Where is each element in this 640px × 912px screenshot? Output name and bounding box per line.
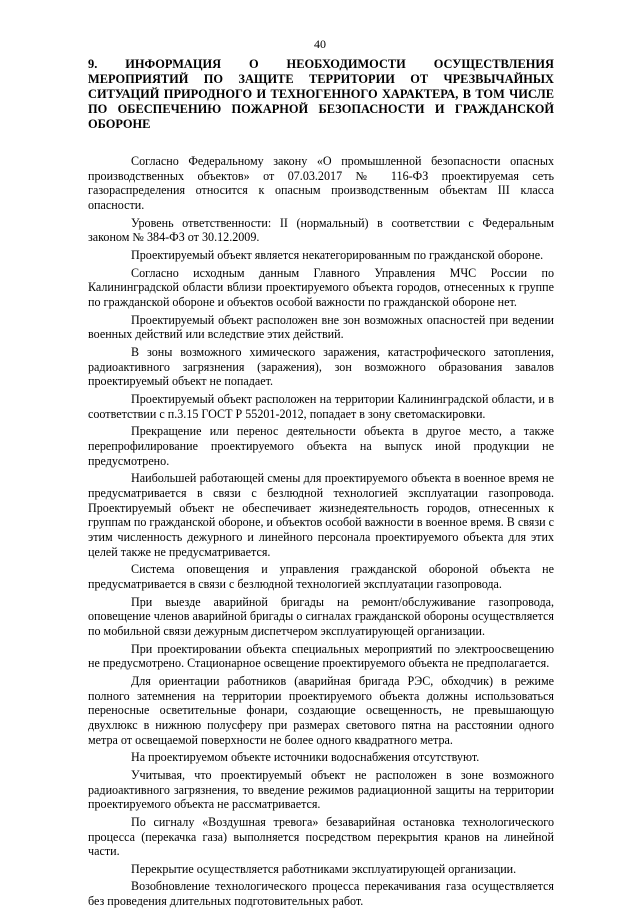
paragraph: В зоны возможного химического заражения, катастрофического затопления, радиоактивного загрязнения (заражения), зон возможного образования завалов проектируемый объект не попадает. — [88, 344, 554, 389]
paragraph: Для ориентации работников (аварийная бригада РЭС, обходчик) в режиме полного затемнения на территории проектируемого объекта должны использоваться переносные осветительные фонари, создающие освещенность, не превышающую двухлюкс в нижнюю полусферу при размерах светового пятна на расстоянии одного метра от освещаемой поверхности не более одного квадратного метра. — [88, 673, 554, 747]
section-heading: 9. ИНФОРМАЦИЯ О НЕОБХОДИМОСТИ ОСУЩЕСТВЛЕНИЯ МЕРОПРИЯТИЙ ПО ЗАЩИТЕ ТЕРРИТОРИИ ОТ ЧРЕЗВЫЧАЙНЫХ СИТУАЦИЙ ПРИРОДНОГО И ТЕХНОГЕННОГО ХАРАКТЕРА, В ТОМ ЧИСЛЕ ПО ОБЕСПЕЧЕНИЮ ПОЖАРНОЙ БЕЗОПАСНОСТИ И ГРАЖДАНСКОЙ ОБОРОНЕ — [88, 57, 554, 131]
paragraph: Согласно исходным данным Главного Управления МЧС России по Калининградской области вблизи проектируемого объекта городов, отнесенных к группе по гражданской обороне и объектов особой важности по гражданской обороне нет. — [88, 265, 554, 309]
paragraph: Перекрытие осуществляется работниками эксплуатирующей организации. — [131, 861, 517, 876]
paragraph: Возобновление технологического процесса перекачивания газа осуществляется без проведения длительных подготовительных работ. — [88, 879, 554, 909]
paragraph: При проектировании объекта специальных мероприятий по электроосвещению не предусмотрено. Стационарное освещение проектируемого объекта не предполагается. — [88, 641, 554, 671]
paragraph: Проектируемый объект расположен на территории Калининградской области, и в соответствии с п.3.15 ГОСТ Р 55201-2012, попадает в зону светомаскировки. — [88, 391, 554, 421]
paragraph: Согласно Федеральному закону «О промышленной безопасности опасных производственных объектов» от 07.03.2017 № 116-ФЗ проектируемая сеть газораспределения относится к опасным производственным объектам III класса опасности. — [88, 154, 554, 213]
paragraph: Система оповещения и управления гражданской обороной объекта не предусматривается в связи с безлюдной технологией эксплуатации газопровода. — [88, 562, 554, 591]
paragraph: По сигналу «Воздушная тревога» безаварийная остановка технологического процесса (перекачка газа) выполняется посредством перекрытия кранов на линейной части. — [88, 814, 554, 859]
paragraph: При выезде аварийной бригады на ремонт/обслуживание газопровода, оповещение членов аварийной бригады о сигналах гражданской обороны осуществляется по мобильной связи дежурным диспетчером эксплуатирующей организации. — [88, 594, 554, 638]
paragraph: Учитывая, что проектируемый объект не расположен в зоне возможного радиоактивного загрязнения, то введение режимов радиационной защиты на территории проектируемого объекта не рассматривается. — [88, 767, 554, 812]
paragraph: Прекращение или перенос деятельности объекта в другое место, а также перепрофилирование проектируемого объекта на выпуск иной продукции не предусмотрено. — [88, 424, 554, 468]
paragraph: Проектируемый объект является некатегорированным по гражданской обороне. — [131, 248, 544, 262]
page-number: 40 — [314, 37, 326, 51]
paragraph: Уровень ответственности: II (нормальный) в соответствии с Федеральным законом № 384-ФЗ от 30.12.2009. — [88, 215, 554, 245]
paragraph: На проектируемом объекте источники водоснабжения отсутствуют. — [131, 750, 480, 765]
paragraph: Проектируемый объект расположен вне зон возможных опасностей при ведении военных действий или вследствие этих действий. — [88, 312, 554, 342]
document-body — [88, 154, 554, 912]
paragraph: Наибольшей работающей смены для проектируемого объекта в военное время не предусматривается в связи с безлюдной технологией эксплуатации газопровода. Проектируемый объект не обеспечивает жизнедеятельность городов, отнесенных к группам по гражданской обороне, и объектов особой важности в военное время. В связи с этим численность дежурного и линейного персонала проектируемого объекта для этих целей также не предусматривается. — [88, 471, 554, 559]
